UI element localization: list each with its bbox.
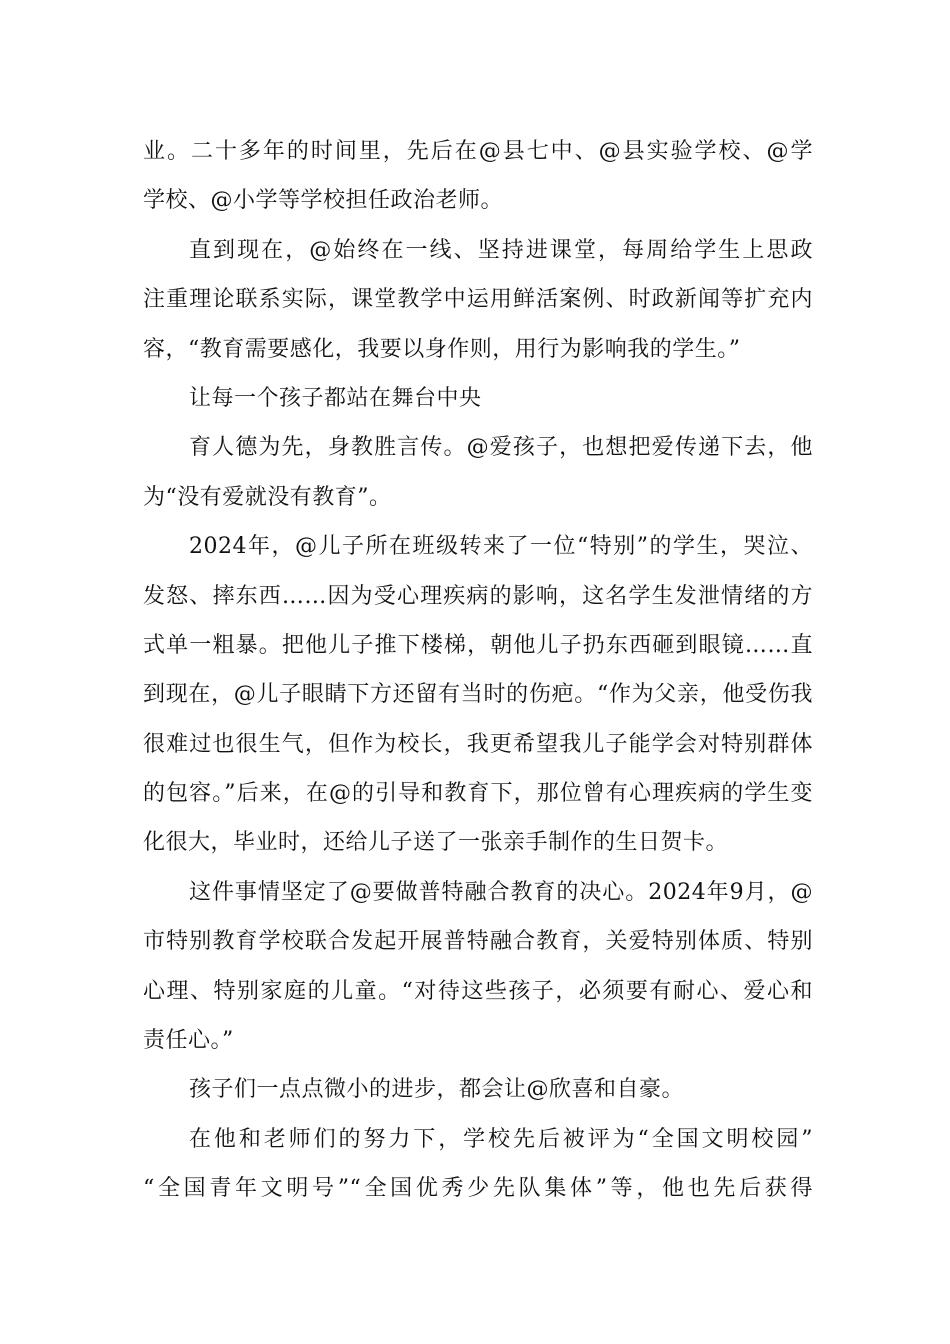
text-line: 责任心。” bbox=[143, 1028, 234, 1054]
text-line: 到现在，@儿子眼睛下方还留有当时的伤疤。“作为父亲，他受伤我 bbox=[143, 682, 813, 708]
paragraph-start-line: 育人德为先，身教胜言传。@爱孩子，也想把爱传递下去，他 bbox=[189, 435, 813, 461]
text-line: 注重理论联系实际，课堂教学中运用鲜活案例、时政新闻等扩充内 bbox=[143, 287, 813, 313]
paragraph-start-line: 在他和老师们的努力下，学校先后被评为“全国文明校园” bbox=[189, 1126, 813, 1152]
body-text bbox=[143, 127, 813, 1214]
text-line: 发怒、摔东西……因为受心理疾病的影响，这名学生发泄情绪的方 bbox=[143, 583, 813, 609]
text-line: 业。二十多年的时间里，先后在@县七中、@县实验学校、@学 bbox=[143, 139, 813, 164]
text-line: 心理、特别家庭的儿童。“对待这些孩子，必须要有耐心、爱心和 bbox=[143, 978, 813, 1004]
text-line: 的包容。”后来，在@的引导和教育下，那位曾有心理疾病的学生变 bbox=[143, 781, 813, 807]
text-line: 市特别教育学校联合发起开展普特融合教育，关爱特别体质、特别 bbox=[143, 929, 813, 955]
text-line: 化很大，毕业时，还给儿子送了一张亲手制作的生日贺卡。 bbox=[143, 830, 729, 856]
paragraph-start-line: 直到现在，@始终在一线、坚持进课堂，每周给学生上思政 bbox=[189, 237, 813, 263]
text-line: 学校、@小学等学校担任政治老师。 bbox=[143, 188, 504, 214]
text-line: 容，“教育需要感化，我要以身作则，用行为影响我的学生。” bbox=[143, 336, 741, 362]
text-line: 很难过也很生气，但作为校长，我更希望我儿子能学会对特别群体 bbox=[143, 731, 813, 757]
text-line: “全国青年文明号”“全国优秀少先队集体”等，他也先后获得 bbox=[143, 1176, 813, 1202]
text-line: 式单一粗暴。把他儿子推下楼梯，朝他儿子扔东西砸到眼镜……直 bbox=[143, 632, 813, 658]
section-heading: 让每一个孩子都站在舞台中央 bbox=[189, 385, 482, 411]
paragraph-start-line: 这件事情坚定了@要做普特融合教育的决心。2024年9月，@ bbox=[189, 879, 813, 905]
text-line: 为“没有爱就没有教育”。 bbox=[143, 484, 392, 510]
paragraph-start-line: 孩子们一点点微小的进步，都会让@欣喜和自豪。 bbox=[189, 1077, 685, 1103]
paragraph-start-line: 2024年，@儿子所在班级转来了一位“特别”的学生，哭泣、 bbox=[189, 534, 813, 560]
